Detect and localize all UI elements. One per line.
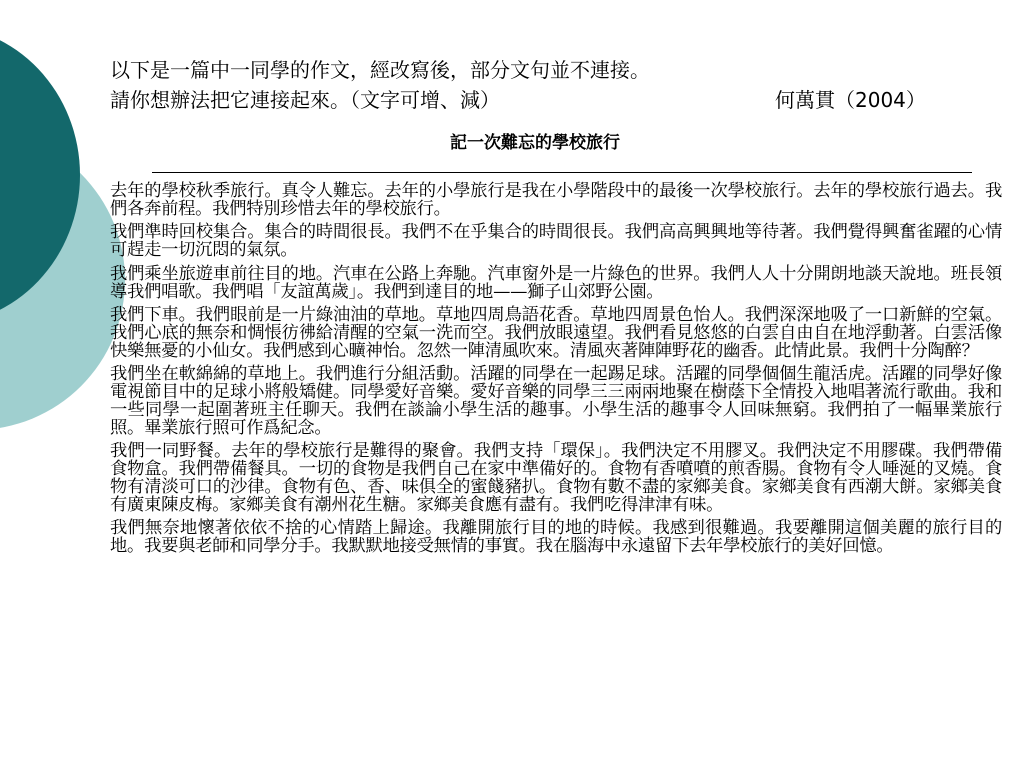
paragraph-5: 我們坐在軟綿綿的草地上。我們進行分組活動。活躍的同學在一起踢足球。活躍的同學個個生龍活虎。活躍的同學好像電視節目中的足球小將般矯健。同學愛好音樂。愛好音樂的同學三三兩兩地聚在樹蔭下全情投入地唱著流行歌曲。我和一些同學一起圍著班主任聊天。我們在談論小學生活的趣事。小學生活的趣事令人回味無窮。我們拍了一幅畢業旅行照。畢業旅行照可作爲紀念。 [110, 364, 1002, 438]
author-citation: 何萬貫（2004） [775, 88, 926, 112]
paragraph-2: 我們準時回校集合。集合的時間很長。我們不在乎集合的時間很長。我們高高興興地等待著。我們覺得興奮雀躍的心情可趕走一切沉悶的氣氛。 [110, 222, 1002, 261]
paragraph-3: 我們乘坐旅遊車前往目的地。汽車在公路上奔馳。汽車窗外是一片綠色的世界。我們人人十分開朗地談天說地。班長領導我們唱歌。我們唱「友誼萬歲」。我們到達目的地——獅子山郊野公園。 [110, 263, 1002, 302]
paragraph-4: 我們下車。我們眼前是一片綠油油的草地。草地四周鳥語花香。草地四周景色怡人。我們深深地吸了一口新鮮的空氣。我們心底的無奈和惆悵彷彿給清醒的空氣一洗而空。我們放眼遠望。我們看見悠悠的白雲自由自在地浮動著。白雲活像快樂無憂的小仙女。我們感到心曠神怡。忽然一陣清風吹來。清風夾著陣陣野花的幽香。此情此景。我們十分陶醉？ [110, 304, 1002, 361]
instructions [110, 55, 990, 115]
paragraph-1: 去年的學校秋季旅行。真令人難忘。去年的小學旅行是我在小學階段中的最後一次學校旅行。去年的學校旅行過去。我們各奔前程。我們特別珍惜去年的學校旅行。 [110, 181, 1002, 219]
instruction-line-2: 請你想辦法把它連接起來。（文字可增、減） [110, 88, 500, 112]
essay-body [110, 183, 1002, 562]
paragraph-6: 我們一同野餐。去年的學校旅行是難得的聚會。我們支持「環保」。我們決定不用膠叉。我們決定不用膠碟。我們帶備食物盒。我們帶備餐具。一切的食物是我們自己在家中準備好的。食物有香噴噴的煎香腸。食物有令人唾涎的叉燒。食物有清淡可口的沙律。食物有色、香、味俱全的蜜餞豬扒。食物有數不盡的家鄉美食。家鄉美食有西潮大餅。家鄉美食有廣東陳皮梅。家鄉美食有潮州花生糖。家鄉美食應有盡有。我們吃得津津有味。 [110, 441, 1002, 515]
paragraph-7: 我們無奈地懷著依依不捨的心情踏上歸途。我離開旅行目的地的時候。我感到很難過。我要離開這個美麗的旅行目的地。我要與老師和同學分手。我默默地接受無情的事實。我在腦海中永遠留下去年學校旅行的美好回憶。 [110, 518, 1002, 557]
instruction-line-2-row [110, 85, 990, 115]
instruction-line-1: 以下是一篇中一同學的作文，經改寫後，部分文句並不連接。 [110, 58, 650, 82]
title-divider [152, 172, 972, 173]
essay-title: 記一次難忘的學校旅行 [450, 133, 620, 153]
